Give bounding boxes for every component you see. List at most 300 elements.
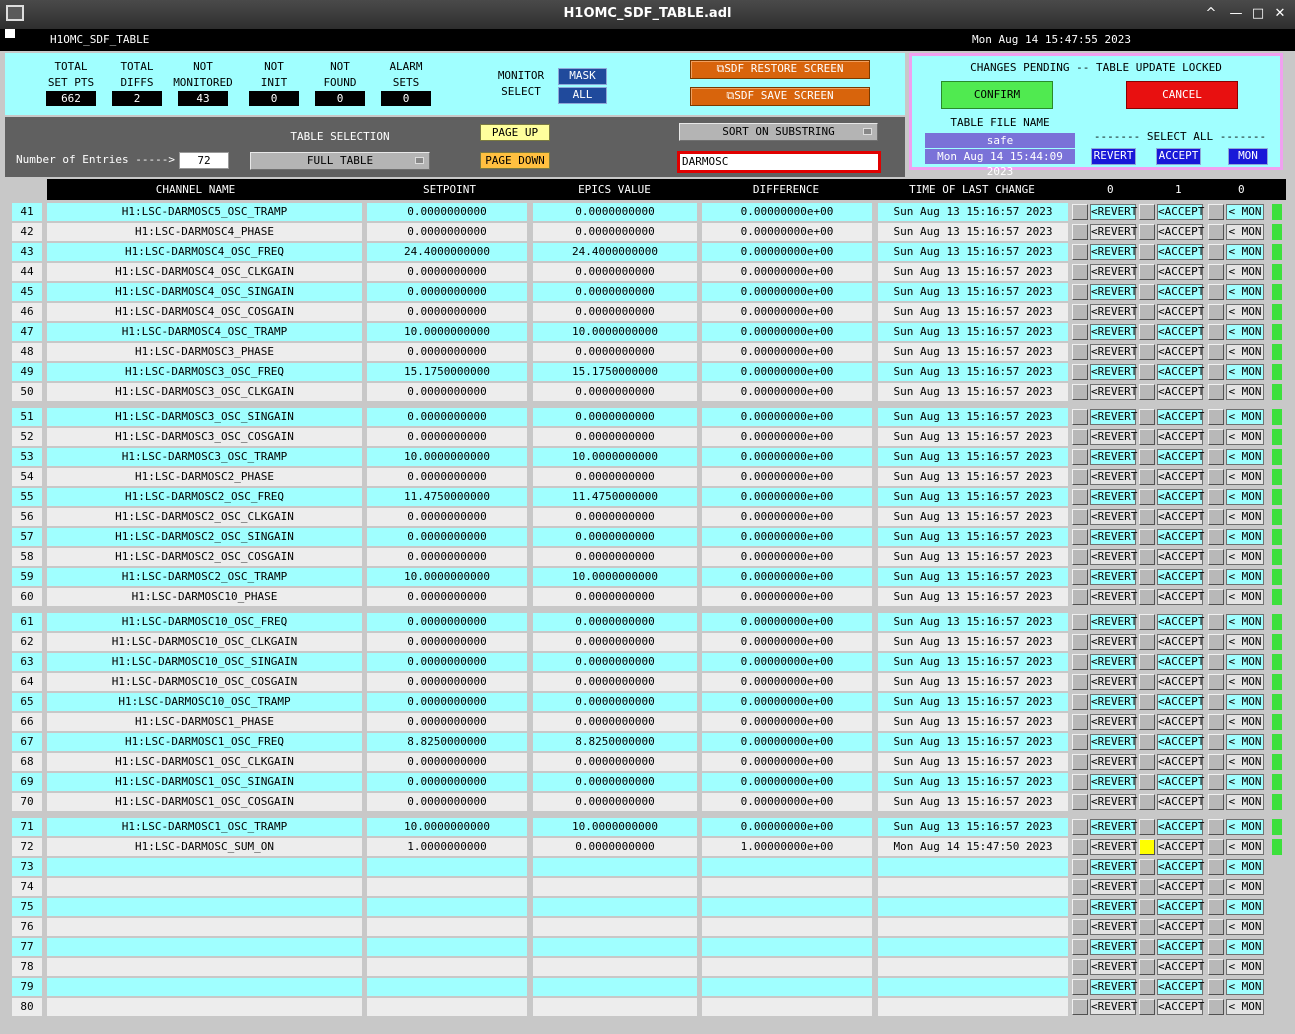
difference-value: 1.00000000e+00 — [702, 838, 872, 856]
revert-checkbox[interactable] — [1072, 979, 1088, 995]
revert-button[interactable]: <REVERT — [1091, 615, 1138, 628]
epics-value: 0.0000000000 — [533, 693, 697, 711]
mon-button[interactable]: < MON — [1226, 284, 1264, 300]
revert-button[interactable]: <REVERT — [1091, 590, 1138, 603]
mon-button[interactable]: < MON — [1226, 409, 1264, 425]
accept-checkbox[interactable] — [1139, 589, 1155, 605]
accept-button[interactable]: <ACCEPT — [1158, 860, 1205, 873]
accept-checkbox[interactable] — [1139, 409, 1155, 425]
row-number: 47 — [12, 323, 42, 341]
revert-button[interactable]: <REVERT — [1091, 635, 1138, 648]
epics-value: 8.8250000000 — [533, 733, 697, 751]
sdf-restore-screen-button[interactable]: ⧉SDF RESTORE SCREEN — [690, 60, 870, 79]
revert-checkbox[interactable] — [1072, 224, 1088, 240]
difference-value: 0.00000000e+00 — [702, 408, 872, 426]
revert-button[interactable]: <REVERT — [1091, 490, 1138, 503]
epics-value: 0.0000000000 — [533, 263, 697, 281]
accept-button[interactable]: <ACCEPT — [1158, 840, 1205, 853]
accept-button[interactable]: <ACCEPT — [1158, 490, 1205, 503]
mon-button[interactable]: < MON — [1226, 264, 1264, 280]
accept-button[interactable]: <ACCEPT — [1158, 590, 1205, 603]
mon-button[interactable]: < MON — [1226, 714, 1264, 730]
mon-checkbox[interactable] — [1208, 694, 1224, 710]
revert-button[interactable]: <REVERT — [1091, 920, 1138, 933]
mon-button[interactable]: < MON — [1226, 589, 1264, 605]
accept-button[interactable]: <ACCEPT — [1158, 265, 1205, 278]
revert-checkbox[interactable] — [1072, 384, 1088, 400]
mon-checkbox[interactable] — [1208, 429, 1224, 445]
mon-button[interactable]: < MON — [1226, 449, 1264, 465]
mon-button[interactable]: < MON — [1226, 919, 1264, 935]
revert-checkbox[interactable] — [1072, 509, 1088, 525]
revert-button[interactable]: <REVERT — [1091, 225, 1138, 238]
accept-button[interactable]: <ACCEPT — [1158, 430, 1205, 443]
mon-checkbox[interactable] — [1208, 529, 1224, 545]
accept-checkbox[interactable] — [1139, 489, 1155, 505]
accept-checkbox[interactable] — [1139, 614, 1155, 630]
revert-checkbox[interactable] — [1072, 634, 1088, 650]
col-channel-name: CHANNEL NAME — [155, 183, 236, 196]
accept-button[interactable]: <ACCEPT — [1158, 820, 1205, 833]
revert-checkbox[interactable] — [1072, 429, 1088, 445]
mon-button[interactable]: < MON — [1226, 634, 1264, 650]
revert-checkbox[interactable] — [1072, 529, 1088, 545]
revert-button[interactable]: <REVERT — [1091, 510, 1138, 523]
sort-on-substring-button[interactable] — [679, 123, 878, 141]
time-of-last-change: Sun Aug 13 15:16:57 2023 — [878, 508, 1068, 526]
revert-checkbox[interactable] — [1072, 714, 1088, 730]
menu-square-icon[interactable] — [5, 29, 15, 38]
revert-button[interactable]: <REVERT — [1091, 385, 1138, 398]
revert-checkbox[interactable] — [1072, 654, 1088, 670]
mon-checkbox[interactable] — [1208, 409, 1224, 425]
mon-checkbox[interactable] — [1208, 674, 1224, 690]
mon-button[interactable]: < MON — [1226, 859, 1264, 875]
page-down-button[interactable]: PAGE DOWN — [480, 152, 550, 169]
revert-button[interactable]: <REVERT — [1091, 365, 1138, 378]
mon-checkbox[interactable] — [1208, 549, 1224, 565]
revert-checkbox[interactable] — [1072, 614, 1088, 630]
mon-checkbox[interactable] — [1208, 304, 1224, 320]
mon-checkbox[interactable] — [1208, 654, 1224, 670]
monitor-select-label-2: SELECT — [501, 85, 541, 98]
revert-checkbox[interactable] — [1072, 569, 1088, 585]
mon-checkbox[interactable] — [1208, 224, 1224, 240]
accept-button[interactable]: <ACCEPT — [1158, 530, 1205, 543]
accept-checkbox[interactable] — [1139, 899, 1155, 915]
revert-checkbox[interactable] — [1072, 344, 1088, 360]
mon-button[interactable]: < MON — [1226, 754, 1264, 770]
window-title-bar[interactable] — [0, 0, 1295, 29]
difference-value: 0.00000000e+00 — [702, 753, 872, 771]
channel-name: H1:LSC-DARMOSC10_OSC_COSGAIN — [47, 673, 362, 691]
revert-button[interactable]: <REVERT — [1091, 410, 1138, 423]
accept-button[interactable]: <ACCEPT — [1158, 755, 1205, 768]
accept-button[interactable]: <ACCEPT — [1158, 205, 1205, 218]
mon-button[interactable]: < MON — [1226, 549, 1264, 565]
mask-button[interactable]: MASK — [558, 68, 607, 85]
revert-button[interactable]: <REVERT — [1091, 285, 1138, 298]
epics-value: 0.0000000000 — [533, 753, 697, 771]
revert-checkbox[interactable] — [1072, 489, 1088, 505]
mon-button[interactable]: < MON — [1226, 244, 1264, 260]
revert-checkbox[interactable] — [1072, 264, 1088, 280]
minimize-icon[interactable]: — — [1229, 6, 1243, 21]
time-of-last-change — [878, 898, 1068, 916]
accept-checkbox[interactable] — [1139, 469, 1155, 485]
accept-button[interactable]: <ACCEPT — [1158, 325, 1205, 338]
status-led — [1272, 344, 1282, 360]
accept-checkbox[interactable] — [1139, 859, 1155, 875]
mon-button[interactable]: < MON — [1226, 774, 1264, 790]
time-of-last-change: Sun Aug 13 15:16:57 2023 — [878, 613, 1068, 631]
setpoint-value: 0.0000000000 — [367, 303, 527, 321]
epics-value: 0.0000000000 — [533, 653, 697, 671]
accept-button[interactable]: <ACCEPT — [1158, 225, 1205, 238]
accept-checkbox[interactable] — [1139, 549, 1155, 565]
accept-button[interactable]: <ACCEPT — [1158, 345, 1205, 358]
revert-button[interactable]: <REVERT — [1091, 795, 1138, 808]
revert-button[interactable]: <REVERT — [1091, 675, 1138, 688]
revert-button[interactable]: <REVERT — [1091, 530, 1138, 543]
mon-button[interactable]: < MON — [1226, 979, 1264, 995]
revert-checkbox[interactable] — [1072, 694, 1088, 710]
page-up-button[interactable]: PAGE UP — [480, 124, 550, 141]
accept-button[interactable]: <ACCEPT — [1158, 510, 1205, 523]
revert-button[interactable]: <REVERT — [1091, 655, 1138, 668]
accept-checkbox[interactable] — [1139, 204, 1155, 220]
mon-checkbox[interactable] — [1208, 819, 1224, 835]
mon-button[interactable]: < MON — [1226, 819, 1264, 835]
accept-checkbox[interactable] — [1139, 674, 1155, 690]
mon-button[interactable]: < MON — [1226, 384, 1264, 400]
mon-checkbox[interactable] — [1208, 244, 1224, 260]
revert-checkbox[interactable] — [1072, 879, 1088, 895]
accept-checkbox[interactable] — [1139, 654, 1155, 670]
revert-checkbox[interactable] — [1072, 364, 1088, 380]
accept-checkbox[interactable] — [1139, 344, 1155, 360]
revert-button[interactable]: <REVERT — [1091, 430, 1138, 443]
accept-checkbox[interactable] — [1139, 819, 1155, 835]
select-all-revert-button[interactable]: REVERT — [1091, 148, 1136, 165]
mon-checkbox[interactable] — [1208, 264, 1224, 280]
revert-checkbox[interactable] — [1072, 939, 1088, 955]
accept-button[interactable]: <ACCEPT — [1158, 305, 1205, 318]
table-row — [12, 958, 1287, 976]
mon-checkbox[interactable] — [1208, 384, 1224, 400]
accept-checkbox[interactable] — [1139, 879, 1155, 895]
revert-checkbox[interactable] — [1072, 919, 1088, 935]
revert-checkbox[interactable] — [1072, 839, 1088, 855]
close-icon[interactable]: ✕ — [1274, 6, 1286, 21]
accept-button[interactable]: <ACCEPT — [1158, 410, 1205, 423]
revert-checkbox[interactable] — [1072, 304, 1088, 320]
accept-checkbox[interactable] — [1139, 284, 1155, 300]
accept-button[interactable]: <ACCEPT — [1158, 570, 1205, 583]
mon-button[interactable]: < MON — [1226, 654, 1264, 670]
mon-button[interactable]: < MON — [1226, 794, 1264, 810]
accept-checkbox[interactable] — [1139, 264, 1155, 280]
accept-button[interactable]: <ACCEPT — [1158, 285, 1205, 298]
revert-checkbox[interactable] — [1072, 754, 1088, 770]
mon-button[interactable]: < MON — [1226, 364, 1264, 380]
accept-button[interactable]: <ACCEPT — [1158, 695, 1205, 708]
mon-button[interactable]: < MON — [1226, 344, 1264, 360]
accept-checkbox[interactable] — [1139, 244, 1155, 260]
epics-value: 10.0000000000 — [533, 818, 697, 836]
time-of-last-change — [878, 998, 1068, 1016]
mon-button[interactable]: < MON — [1226, 939, 1264, 955]
mon-checkbox[interactable] — [1208, 859, 1224, 875]
revert-button[interactable]: <REVERT — [1091, 880, 1138, 893]
mon-button[interactable]: < MON — [1226, 614, 1264, 630]
accept-button[interactable]: <ACCEPT — [1158, 550, 1205, 563]
status-led — [1272, 734, 1282, 750]
mon-checkbox[interactable] — [1208, 899, 1224, 915]
status-led — [1272, 224, 1282, 240]
accept-checkbox[interactable] — [1139, 839, 1155, 855]
revert-button[interactable]: <REVERT — [1091, 325, 1138, 338]
accept-button[interactable]: <ACCEPT — [1158, 715, 1205, 728]
mon-button[interactable]: < MON — [1226, 899, 1264, 915]
epics-value: 0.0000000000 — [533, 613, 697, 631]
accept-button[interactable]: <ACCEPT — [1158, 450, 1205, 463]
mon-button[interactable]: < MON — [1226, 734, 1264, 750]
revert-button[interactable]: <REVERT — [1091, 695, 1138, 708]
mon-checkbox[interactable] — [1208, 509, 1224, 525]
revert-button[interactable]: <REVERT — [1091, 305, 1138, 318]
revert-checkbox[interactable] — [1072, 244, 1088, 260]
accept-button[interactable]: <ACCEPT — [1158, 775, 1205, 788]
accept-button[interactable]: <ACCEPT — [1158, 385, 1205, 398]
mon-button[interactable]: < MON — [1226, 694, 1264, 710]
revert-button[interactable]: <REVERT — [1091, 755, 1138, 768]
mon-checkbox[interactable] — [1208, 589, 1224, 605]
mon-checkbox[interactable] — [1208, 774, 1224, 790]
accept-button[interactable]: <ACCEPT — [1158, 795, 1205, 808]
cancel-button[interactable]: CANCEL — [1126, 81, 1238, 109]
revert-checkbox[interactable] — [1072, 794, 1088, 810]
revert-button[interactable]: <REVERT — [1091, 550, 1138, 563]
confirm-button[interactable]: CONFIRM — [941, 81, 1053, 109]
accept-checkbox[interactable] — [1139, 529, 1155, 545]
revert-checkbox[interactable] — [1072, 204, 1088, 220]
accept-checkbox[interactable] — [1139, 714, 1155, 730]
revert-checkbox[interactable] — [1072, 549, 1088, 565]
revert-button[interactable]: <REVERT — [1091, 820, 1138, 833]
accept-checkbox[interactable] — [1139, 999, 1155, 1015]
accept-button[interactable]: <ACCEPT — [1158, 615, 1205, 628]
revert-checkbox[interactable] — [1072, 734, 1088, 750]
revert-button[interactable]: <REVERT — [1091, 205, 1138, 218]
mon-button[interactable]: < MON — [1226, 224, 1264, 240]
mon-checkbox[interactable] — [1208, 879, 1224, 895]
mon-checkbox[interactable] — [1208, 614, 1224, 630]
revert-checkbox[interactable] — [1072, 449, 1088, 465]
accept-checkbox[interactable] — [1139, 324, 1155, 340]
revert-button[interactable]: <REVERT — [1091, 775, 1138, 788]
mon-checkbox[interactable] — [1208, 204, 1224, 220]
accept-checkbox[interactable] — [1139, 694, 1155, 710]
accept-button[interactable]: <ACCEPT — [1158, 1000, 1205, 1013]
mon-button[interactable]: < MON — [1226, 879, 1264, 895]
accept-checkbox[interactable] — [1139, 569, 1155, 585]
revert-checkbox[interactable] — [1072, 674, 1088, 690]
revert-button[interactable]: <REVERT — [1091, 940, 1138, 953]
accept-checkbox[interactable] — [1139, 429, 1155, 445]
mon-checkbox[interactable] — [1208, 754, 1224, 770]
accept-button[interactable]: <ACCEPT — [1158, 675, 1205, 688]
revert-checkbox[interactable] — [1072, 859, 1088, 875]
mon-checkbox[interactable] — [1208, 344, 1224, 360]
collapse-icon[interactable]: ^ — [1205, 6, 1217, 21]
mon-button[interactable]: < MON — [1226, 469, 1264, 485]
mon-checkbox[interactable] — [1208, 999, 1224, 1015]
mon-button[interactable]: < MON — [1226, 429, 1264, 445]
revert-button[interactable]: <REVERT — [1091, 960, 1138, 973]
revert-button[interactable]: <REVERT — [1091, 860, 1138, 873]
epics-value: 0.0000000000 — [533, 428, 697, 446]
mon-button[interactable]: < MON — [1226, 674, 1264, 690]
channel-name: H1:LSC-DARMOSC1_OSC_TRAMP — [47, 818, 362, 836]
select-all-accept-button[interactable]: ACCEPT — [1156, 148, 1201, 165]
revert-checkbox[interactable] — [1072, 469, 1088, 485]
mon-button[interactable]: < MON — [1226, 839, 1264, 855]
accept-button[interactable]: <ACCEPT — [1158, 980, 1205, 993]
mon-checkbox[interactable] — [1208, 979, 1224, 995]
mon-checkbox[interactable] — [1208, 469, 1224, 485]
mon-checkbox[interactable] — [1208, 919, 1224, 935]
dropdown-indicator-icon — [415, 157, 424, 164]
maximize-icon[interactable]: □ — [1251, 6, 1265, 21]
revert-button[interactable]: <REVERT — [1091, 450, 1138, 463]
select-all-mon-button[interactable]: MON — [1228, 148, 1268, 165]
accept-checkbox[interactable] — [1139, 634, 1155, 650]
revert-checkbox[interactable] — [1072, 324, 1088, 340]
mon-button[interactable]: < MON — [1226, 959, 1264, 975]
mon-button[interactable]: < MON — [1226, 324, 1264, 340]
accept-checkbox[interactable] — [1139, 449, 1155, 465]
revert-checkbox[interactable] — [1072, 409, 1088, 425]
accept-button[interactable]: <ACCEPT — [1158, 735, 1205, 748]
revert-checkbox[interactable] — [1072, 959, 1088, 975]
accept-checkbox[interactable] — [1139, 919, 1155, 935]
table-row — [12, 838, 1287, 856]
mon-button[interactable]: < MON — [1226, 204, 1264, 220]
accept-checkbox[interactable] — [1139, 384, 1155, 400]
accept-button[interactable]: <ACCEPT — [1158, 940, 1205, 953]
revert-checkbox[interactable] — [1072, 999, 1088, 1015]
accept-checkbox[interactable] — [1139, 364, 1155, 380]
mon-checkbox[interactable] — [1208, 939, 1224, 955]
revert-checkbox[interactable] — [1072, 774, 1088, 790]
table-row — [12, 878, 1287, 896]
sdf-save-screen-button[interactable]: ⧉SDF SAVE SCREEN — [690, 87, 870, 106]
time-of-last-change: Sun Aug 13 15:16:57 2023 — [878, 793, 1068, 811]
setpoint-value: 0.0000000000 — [367, 773, 527, 791]
accept-checkbox[interactable] — [1139, 304, 1155, 320]
revert-checkbox[interactable] — [1072, 899, 1088, 915]
accept-button[interactable]: <ACCEPT — [1158, 655, 1205, 668]
mon-checkbox[interactable] — [1208, 324, 1224, 340]
mon-checkbox[interactable] — [1208, 734, 1224, 750]
revert-button[interactable]: <REVERT — [1091, 735, 1138, 748]
revert-button[interactable]: <REVERT — [1091, 980, 1138, 993]
accept-button[interactable]: <ACCEPT — [1158, 365, 1205, 378]
accept-checkbox[interactable] — [1139, 224, 1155, 240]
time-of-last-change: Sun Aug 13 15:16:57 2023 — [878, 633, 1068, 651]
mon-checkbox[interactable] — [1208, 634, 1224, 650]
mon-button[interactable]: < MON — [1226, 569, 1264, 585]
mon-button[interactable]: < MON — [1226, 489, 1264, 505]
accept-checkbox[interactable] — [1139, 939, 1155, 955]
mon-checkbox[interactable] — [1208, 364, 1224, 380]
accept-checkbox[interactable] — [1139, 794, 1155, 810]
difference-value: 0.00000000e+00 — [702, 468, 872, 486]
accept-button[interactable]: <ACCEPT — [1158, 880, 1205, 893]
table-file-time: Mon Aug 14 15:44:09 2023 — [925, 149, 1075, 164]
revert-button[interactable]: <REVERT — [1091, 1000, 1138, 1013]
accept-checkbox[interactable] — [1139, 959, 1155, 975]
revert-button[interactable]: <REVERT — [1091, 840, 1138, 853]
accept-button[interactable]: <ACCEPT — [1158, 900, 1205, 913]
time-of-last-change: Sun Aug 13 15:16:57 2023 — [878, 713, 1068, 731]
col-setpoint: SETPOINT — [423, 183, 476, 196]
accept-button[interactable]: <ACCEPT — [1158, 920, 1205, 933]
channel-name: H1:LSC-DARMOSC4_OSC_COSGAIN — [47, 303, 362, 321]
accept-button[interactable]: <ACCEPT — [1158, 245, 1205, 258]
mon-checkbox[interactable] — [1208, 489, 1224, 505]
mon-button[interactable]: < MON — [1226, 509, 1264, 525]
mon-checkbox[interactable] — [1208, 569, 1224, 585]
mon-checkbox[interactable] — [1208, 839, 1224, 855]
status-led — [1272, 774, 1282, 790]
accept-button[interactable]: <ACCEPT — [1158, 470, 1205, 483]
accept-checkbox[interactable] — [1139, 734, 1155, 750]
mon-button[interactable]: < MON — [1226, 529, 1264, 545]
mon-checkbox[interactable] — [1208, 449, 1224, 465]
accept-checkbox[interactable] — [1139, 774, 1155, 790]
epics-value: 0.0000000000 — [533, 633, 697, 651]
accept-button[interactable]: <ACCEPT — [1158, 635, 1205, 648]
revert-button[interactable]: <REVERT — [1091, 900, 1138, 913]
mon-checkbox[interactable] — [1208, 959, 1224, 975]
revert-button[interactable]: <REVERT — [1091, 470, 1138, 483]
mon-checkbox[interactable] — [1208, 794, 1224, 810]
setpoint-value — [367, 938, 527, 956]
revert-button[interactable]: <REVERT — [1091, 265, 1138, 278]
accept-checkbox[interactable] — [1139, 979, 1155, 995]
revert-button[interactable]: <REVERT — [1091, 245, 1138, 258]
mon-button[interactable]: < MON — [1226, 999, 1264, 1015]
all-button[interactable]: ALL — [558, 87, 607, 104]
mon-button[interactable]: < MON — [1226, 304, 1264, 320]
mon-checkbox[interactable] — [1208, 714, 1224, 730]
substring-input[interactable] — [677, 151, 881, 173]
table-selection-dropdown[interactable] — [250, 152, 430, 170]
revert-checkbox[interactable] — [1072, 819, 1088, 835]
accept-checkbox[interactable] — [1139, 509, 1155, 525]
revert-checkbox[interactable] — [1072, 589, 1088, 605]
accept-button[interactable]: <ACCEPT — [1158, 960, 1205, 973]
mon-checkbox[interactable] — [1208, 284, 1224, 300]
time-of-last-change — [878, 878, 1068, 896]
revert-button[interactable]: <REVERT — [1091, 715, 1138, 728]
revert-checkbox[interactable] — [1072, 284, 1088, 300]
accept-checkbox[interactable] — [1139, 754, 1155, 770]
revert-button[interactable]: <REVERT — [1091, 345, 1138, 358]
revert-button[interactable]: <REVERT — [1091, 570, 1138, 583]
